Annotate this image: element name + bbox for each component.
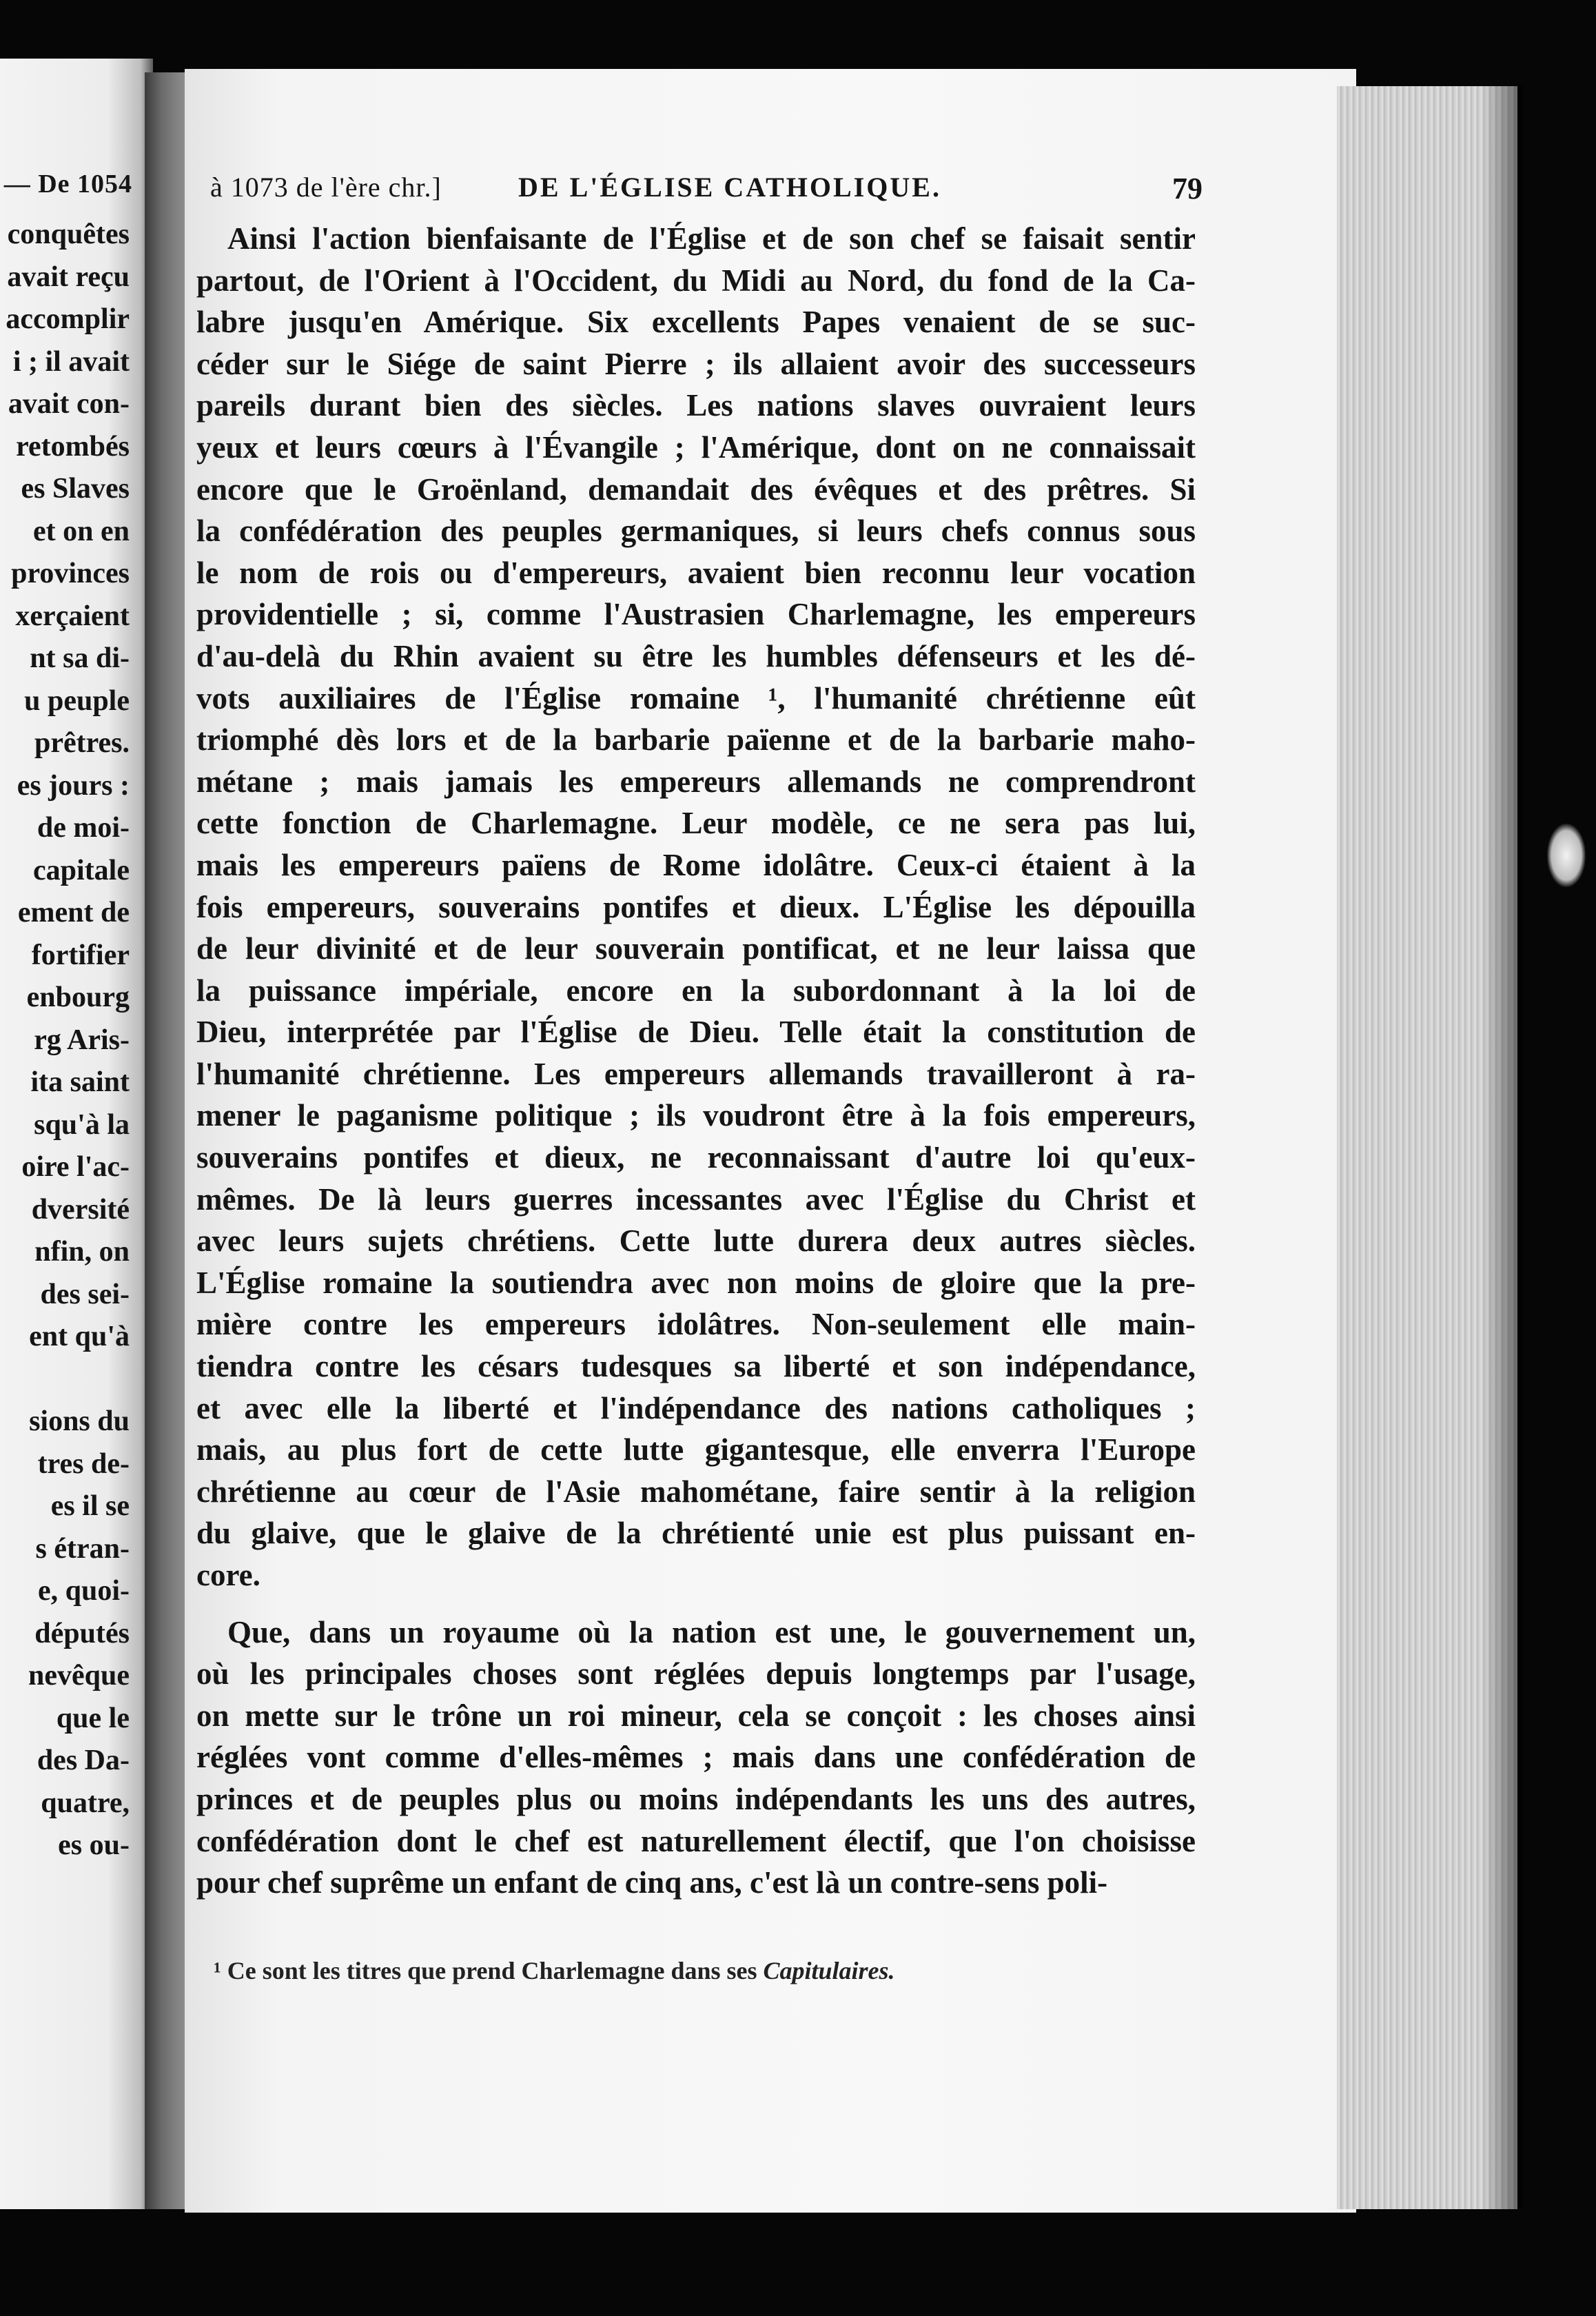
text-line: pour chef suprême un enfant de cinq ans, c'est là un contre-sens poli- bbox=[196, 1865, 1108, 1900]
text-line: triomphé dès lors et de la barbarie païenne et de la barbarie maho- bbox=[196, 722, 1196, 758]
text-line: avec leurs sujets chrétiens. Cette lutte durera deux autres siècles. bbox=[196, 1223, 1196, 1259]
left-page-line: que le bbox=[56, 1702, 130, 1734]
footnote-marker: ¹ bbox=[214, 1957, 221, 1984]
left-page-line: conquêtes bbox=[7, 219, 130, 250]
left-page-line: ent qu'à bbox=[29, 1321, 130, 1352]
left-page-line: s étran- bbox=[35, 1532, 130, 1565]
left-page-header: — De 1054 bbox=[3, 170, 132, 199]
left-page-line: i ; il avait bbox=[12, 345, 130, 378]
left-page-text bbox=[0, 214, 130, 1867]
header-date-range: à 1073 de l'ère chr.] bbox=[210, 172, 442, 203]
text-line: réglées vont comme d'elles-mêmes ; mais dans une confédération de bbox=[196, 1740, 1196, 1775]
left-page-line: députés bbox=[34, 1617, 130, 1649]
text-line: pareils durant bien des siècles. Les nations slaves ouvraient leurs bbox=[196, 388, 1196, 423]
left-page-line: squ'à la bbox=[34, 1108, 130, 1141]
left-page-line: tres de- bbox=[37, 1448, 130, 1480]
text-line: la puissance impériale, encore en la subordonnant à la loi de bbox=[196, 973, 1196, 1008]
left-page-line: es Slaves bbox=[21, 473, 130, 505]
text-line: confédération dont le chef est naturellement électif, que l'on choisisse bbox=[196, 1823, 1196, 1858]
left-page-line: de moi- bbox=[37, 812, 130, 844]
left-page-line: avait reçu bbox=[7, 261, 130, 293]
text-line: du glaive, que le glaive de la chrétienté unie est plus puissant en- bbox=[196, 1516, 1196, 1551]
text-line: de leur divinité et de leur souverain pontificat, et ne leur laissa que bbox=[196, 931, 1196, 966]
left-page-line: capitale bbox=[33, 854, 130, 886]
left-page-line: retombés bbox=[16, 430, 130, 463]
footnote-italic: Capitulaires. bbox=[763, 1957, 895, 1984]
text-line: Ainsi l'action bienfaisante de l'Église et de son chef se faisait sentir bbox=[227, 221, 1196, 256]
left-page-line: prêtres. bbox=[34, 727, 130, 759]
text-line: Dieu, interprétée par l'Église de Dieu. Telle était la constitution de bbox=[196, 1015, 1196, 1050]
text-line: princes et de peuples plus ou moins indépendants les uns des autres, bbox=[196, 1781, 1196, 1816]
left-facing-page bbox=[0, 59, 153, 2209]
left-page-line: nfin, on bbox=[34, 1236, 130, 1268]
text-line: cette fonction de Charlemagne. Leur modèle, ce ne sera pas lui, bbox=[196, 806, 1196, 841]
left-page-line: e, quoi- bbox=[37, 1575, 130, 1607]
left-page-line: enbourg bbox=[26, 982, 130, 1013]
text-line: fois empereurs, souverains pontifes et dieux. L'Église les dépouilla bbox=[196, 889, 1196, 924]
text-line: providentielle ; si, comme l'Austrasien Charlemagne, les empereurs bbox=[196, 597, 1196, 632]
text-line: Que, dans un royaume où la nation est une, le gouvernement un, bbox=[227, 1614, 1196, 1649]
text-line: partout, de l'Orient à l'Occident, du Midi au Nord, du fond de la Ca- bbox=[196, 263, 1196, 298]
left-page-line: nt sa di- bbox=[30, 642, 130, 674]
text-line: chrétienne au cœur de l'Asie mahométane, faire sentir à la religion bbox=[196, 1474, 1196, 1509]
left-page-line: provinces bbox=[11, 558, 130, 589]
left-page-line: dversité bbox=[31, 1193, 130, 1226]
text-line: mière contre les empereurs idolâtres. Non-seulement elle main- bbox=[196, 1307, 1196, 1342]
text-line: céder sur le Siége de saint Pierre ; ils allaient avoir des successeurs bbox=[196, 346, 1196, 381]
footnote-text: Ce sont les titres que prend Charlemagne dans ses bbox=[227, 1957, 764, 1984]
left-page-line: sions du bbox=[29, 1405, 130, 1437]
text-line: on mette sur le trône un roi mineur, cela se conçoit : les choses ainsi bbox=[196, 1698, 1196, 1733]
left-page-line: es il se bbox=[50, 1490, 130, 1522]
text-line: souverains pontifes et dieux, ne reconnaissant d'autre loi qu'eux- bbox=[196, 1140, 1196, 1175]
paper-stain bbox=[1547, 824, 1586, 887]
text-line: où les principales choses sont réglées depuis longtemps par l'usage, bbox=[196, 1656, 1196, 1692]
text-line: le nom de rois ou d'empereurs, avaient bien reconnu leur vocation bbox=[196, 555, 1196, 590]
left-page-line: quatre, bbox=[41, 1787, 130, 1819]
left-page-line: ita saint bbox=[30, 1066, 130, 1098]
left-page-line: des sei- bbox=[40, 1278, 130, 1310]
body-text bbox=[196, 218, 1196, 1904]
text-line: mêmes. De là leurs guerres incessantes avec l'Église du Christ et bbox=[196, 1181, 1196, 1217]
left-page-line: rg Aris- bbox=[34, 1024, 130, 1056]
footnote bbox=[214, 1956, 1206, 1985]
text-line: yeux et leurs cœurs à l'Évangile ; l'Amérique, dont on ne connaissait bbox=[196, 429, 1196, 465]
left-page-line: et on en bbox=[33, 515, 130, 547]
text-line: encore que le Groënland, demandait des évêques et des prêtres. Si bbox=[196, 471, 1196, 507]
text-line: L'Église romaine la soutiendra avec non moins de gloire que la pre- bbox=[196, 1265, 1196, 1300]
text-line: métane ; mais jamais les empereurs allemands ne comprendront bbox=[196, 764, 1196, 799]
running-header bbox=[210, 171, 1203, 212]
left-page-line: accomplir bbox=[6, 303, 130, 335]
text-line: mener le paganisme politique ; ils voudront être à la fois empereurs, bbox=[196, 1098, 1196, 1133]
text-line: mais les empereurs païens de Rome idolâtre. Ceux-ci étaient à la bbox=[196, 847, 1196, 882]
left-page-line bbox=[0, 1359, 130, 1401]
paragraph-gap bbox=[196, 1596, 1196, 1612]
text-line: et avec elle la liberté et l'indépendance des nations catholiques ; bbox=[196, 1390, 1196, 1425]
text-line: vots auxiliaires de l'Église romaine ¹, l'humanité chrétienne eût bbox=[196, 680, 1196, 715]
text-line: mais, au plus fort de cette lutte gigantesque, elle enverra l'Europe bbox=[196, 1432, 1196, 1467]
left-page-line: u peuple bbox=[24, 684, 130, 717]
text-line: la confédération des peuples germaniques, si leurs chefs connus sous bbox=[196, 514, 1196, 549]
left-page-line: oire l'ac- bbox=[21, 1151, 130, 1183]
page-number: 79 bbox=[1172, 172, 1203, 205]
text-line: core. bbox=[196, 1558, 260, 1592]
text-line: d'au-delà du Rhin avaient su être les humbles défenseurs et les dé- bbox=[196, 638, 1196, 673]
left-page-line: xerçaient bbox=[15, 600, 130, 632]
left-page-line: avait con- bbox=[8, 388, 130, 420]
left-page-line: fortifier bbox=[31, 939, 130, 971]
header-title: DE L'ÉGLISE CATHOLIQUE. bbox=[518, 172, 941, 203]
left-page-line: es jours : bbox=[17, 769, 130, 802]
text-line: tiendra contre les césars tudesques sa liberté et son indépendance, bbox=[196, 1349, 1196, 1384]
left-page-line: des Da- bbox=[37, 1745, 130, 1776]
left-page-line: ement de bbox=[17, 897, 130, 928]
left-page-line: nevêque bbox=[28, 1660, 130, 1692]
page-edges-shadow bbox=[1482, 86, 1523, 2209]
left-page-line: es ou- bbox=[58, 1829, 130, 1861]
text-line: labre jusqu'en Amérique. Six excellents Papes venaient de se suc- bbox=[196, 305, 1196, 340]
text-line: l'humanité chrétienne. Les empereurs allemands travailleront à ra- bbox=[196, 1056, 1196, 1091]
